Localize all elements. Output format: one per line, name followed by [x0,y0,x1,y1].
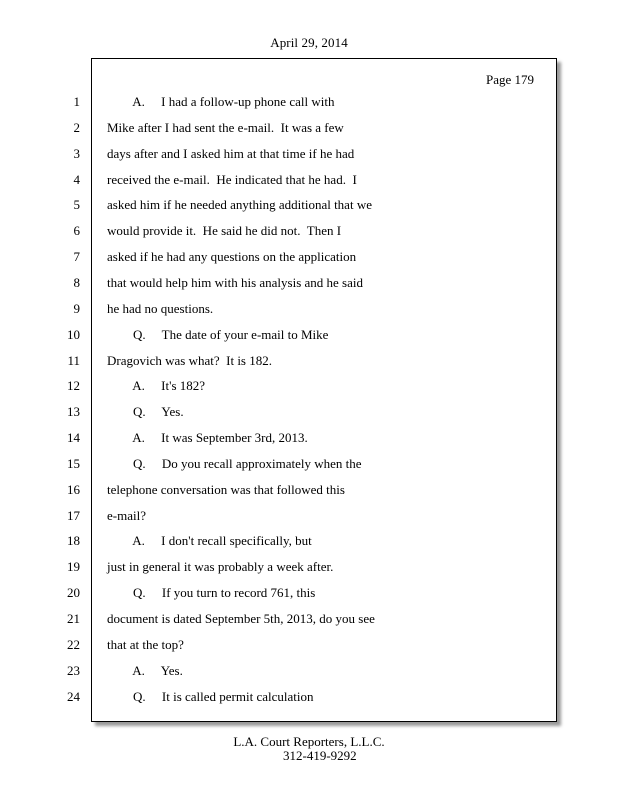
line-number: 15 [67,456,80,471]
line-number: 13 [67,404,80,419]
line-text: e-mail? [107,508,146,523]
line-text: received the e-mail. He indicated that he had. I [107,172,357,187]
page-number: Page 179 [485,72,534,87]
line-number: 2 [73,120,80,135]
line-text: A. It's 182? [107,378,206,393]
line-text: Q. If you turn to record 761, this [107,585,316,600]
footer-firm: L.A. Court Reporters, L.L.C. [233,734,385,749]
line-text: Q. The date of your e-mail to Mike [107,327,329,342]
line-text: A. I had a follow-up phone call with [107,94,335,109]
line-text: would provide it. He said he did not. Then I [107,223,342,238]
line-number: 23 [67,663,80,678]
line-text: he had no questions. [107,301,214,316]
header-date: April 29, 2014 [270,35,348,50]
line-number: 11 [67,353,80,368]
line-text: that at the top? [107,637,184,652]
line-text: that would help him with his analysis and he said [107,275,363,290]
line-number: 22 [67,637,80,652]
line-text: Mike after I had sent the e-mail. It was a few [107,120,344,135]
line-number: 3 [73,146,80,161]
line-text: Q. Yes. [107,404,184,419]
line-text: Q. Do you recall approximately when the [107,456,362,471]
line-text: asked him if he needed anything additional that we [107,197,372,212]
line-number: 12 [67,378,80,393]
line-text: Q. It is called permit calculation [107,689,314,704]
line-number: 6 [73,223,80,238]
footer-phone: 312-419-9292 [283,748,357,763]
line-number: 24 [67,689,80,704]
line-number: 18 [67,533,80,548]
line-number: 1 [73,94,80,109]
line-number: 17 [67,508,80,523]
line-text: A. Yes. [107,663,183,678]
line-number: 8 [73,275,80,290]
line-number: 19 [67,559,80,574]
line-text: days after and I asked him at that time if he had [107,146,355,161]
line-number: 16 [67,482,80,497]
line-number: 7 [73,249,80,264]
line-text: asked if he had any questions on the application [107,249,357,264]
line-number: 4 [73,172,80,187]
line-number: 10 [67,327,80,342]
line-number: 20 [67,585,80,600]
line-text: A. I don't recall specifically, but [107,533,312,548]
line-text: A. It was September 3rd, 2013. [107,430,308,445]
line-number: 14 [67,430,80,445]
line-text: Dragovich was what? It is 182. [107,353,272,368]
line-number: 21 [67,611,80,626]
line-text: just in general it was probably a week after. [107,559,334,574]
line-number: 9 [73,301,80,316]
line-text: telephone conversation was that followed this [107,482,345,497]
line-text: document is dated September 5th, 2013, do you see [107,611,375,626]
line-number: 5 [73,197,80,212]
